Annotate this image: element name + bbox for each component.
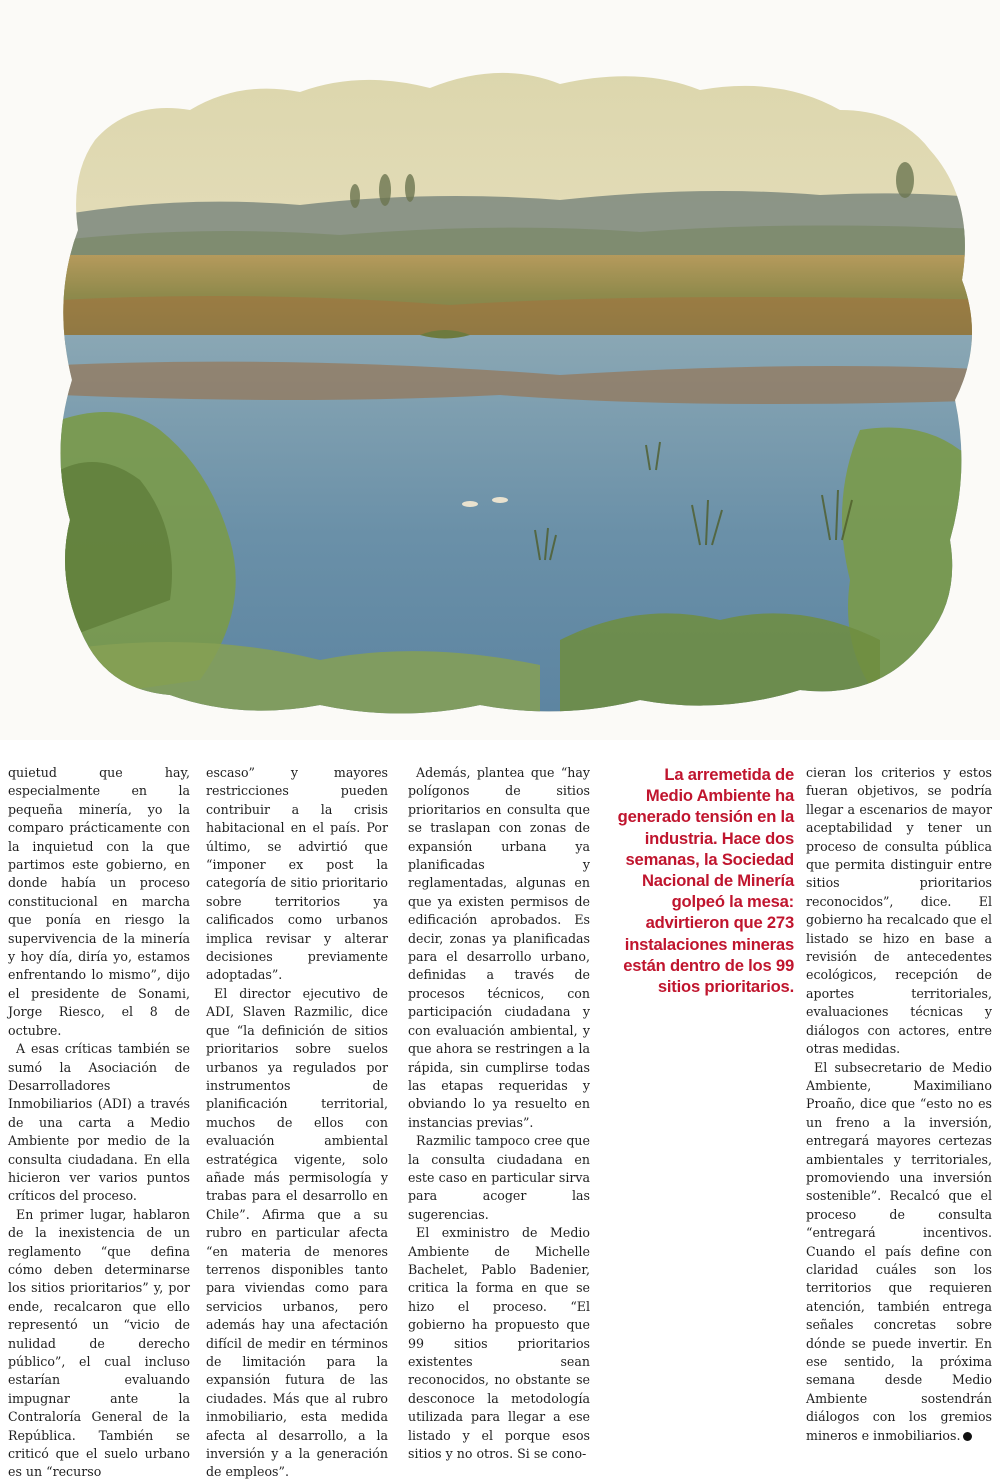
- end-of-article-icon: [963, 1432, 972, 1441]
- column-3: [408, 764, 590, 1463]
- paragraph: A esas críticas también se sumó la Asociación de Desarrolladores Inmobiliarios (ADI) a través de una carta a Medio Ambiente por medio de la consulta ciudadana. En ella hicieron ver varios puntos críticos del proceso.: [8, 1041, 190, 1204]
- wetland-illustration: [0, 0, 1000, 740]
- paragraph: En primer lugar, hablaron de la inexistencia de un reglamento “que defina cómo deben determinarse los sitios prioritarios” y, por ende, recalcaron que ello representó un “vicio de nulidad de derecho público”, el cual incluso estarían evaluando impugnar ante la Contraloría General de la República. También se criticó que el suelo urbano es un “recurso: [8, 1206, 190, 1480]
- column-1: [8, 764, 190, 1482]
- paragraph: [806, 1059, 992, 1446]
- watercolor-wetland-image: [0, 0, 1000, 740]
- paragraph: quietud que hay, especialmente en la pequeña minería, yo la comparo prácticamente con la inquietud con la que partimos este gobierno, en donde había un proceso constitucional en marcha que ponía en riesgo la supervivencia de la minería y hoy día, diría yo, estamos enfrentando lo mismo”, dijo el presidente de Sonami, Jorge Riesco, el 8 de octubre.: [8, 765, 190, 1038]
- final-paragraph-text: El subsecretario de Medio Ambiente, Maximiliano Proaño, dice que “esto no es un freno a la inversión, entregará mayores certezas ambientales y territoriales, promoviendo una inversión sostenible”. Recalcó que el proceso de consulta “entregará incentivos. Cuando el país define con claridad cuáles son los territorios que requieren atención, también entrega señales concretas sobre dónde se puede invertir. En ese sentido, la próxima semana desde Medio Ambiente sostendrán diálogos con los gremios mineros e inmobiliarios.: [806, 1059, 992, 1443]
- article-body: [8, 764, 992, 1480]
- pullquote: La arremetida de Medio Ambiente ha generado tensión en la industria. Hace dos semanas, la Sociedad Nacional de Minería golpeó la mesa: advirtieron que 273 instalaciones mineras están dentro de los 99 sitios prioritarios.: [617, 765, 794, 997]
- paragraph: Razmilic tampoco cree que la consulta ciudadana en este caso en particular sirva para acoger las sugerencias.: [408, 1133, 590, 1222]
- pullquote-column: [614, 764, 794, 997]
- column-2: [206, 764, 388, 1482]
- column-5: [806, 764, 992, 1445]
- paragraph: El exministro de Medio Ambiente de Michelle Bachelet, Pablo Badenier, critica la forma en que se hizo el proceso. “El gobierno ha propuesto que 99 sitios prioritarios existentes sean reconocidos, no obstante se desconoce la metodología utilizada para llegar a ese listado y el porque esos sitios y no otros. Si se cono-: [408, 1225, 590, 1462]
- paragraph: escaso” y mayores restricciones pueden contribuir a la crisis habitacional en el país. Por último, se advirtió que “imponer ex post la categoría de sitio prioritario sobre territorios ya calificados como urbanos implica revisar y alterar decisiones previamente adoptadas”.: [206, 765, 388, 983]
- paragraph: cieran los criterios y estos fueran objetivos, se podría llegar a escenarios de mayor aceptabilidad y tener un proceso de consulta pública que permita distinguir entre sitios prioritarios reconocidos”, dice. El gobierno ha recalcado que el listado se hizo en base a revisión de antecedentes ecológicos, recepción de aportes territoriales, evaluaciones técnicas y diálogos con actores, entre otras medidas.: [806, 765, 992, 1057]
- paragraph: El director ejecutivo de ADI, Slaven Razmilic, dice que “la definición de sitios prioritarios sobre suelos urbanos ya regulados por instrumentos de planificación territorial, muchos de ellos con evaluación ambiental estratégica vigente, solo añade más permisología y trabas para el desarrollo en Chile”. Afirma que a su rubro en particular afecta “en materia de menores terrenos disponibles tanto para viviendas como para servicios urbanos, pero además hay una afectación difícil de medir en términos de limitación para la expansión futura de las ciudades. Más que al rubro inmobiliario, esta medida afecta al desarrollo, a la inversión y a la generación de empleos”.: [206, 985, 388, 1480]
- paragraph: Además, plantea que “hay polígonos de sitios prioritarios en consulta que se traslapan con zonas de expansión urbana ya planificadas y reglamentadas, algunas en que ya existen permisos de edificación aprobados. Es decir, zonas ya planificadas para el desarrollo urbano, definidas a través de procesos técnicos, con participación ciudadana y con evaluación ambiental, y que ahora se restringen a la rápida, sin cumplirse todas las etapas requeridas y obviando lo ya resuelto en instancias previas”.: [408, 765, 590, 1130]
